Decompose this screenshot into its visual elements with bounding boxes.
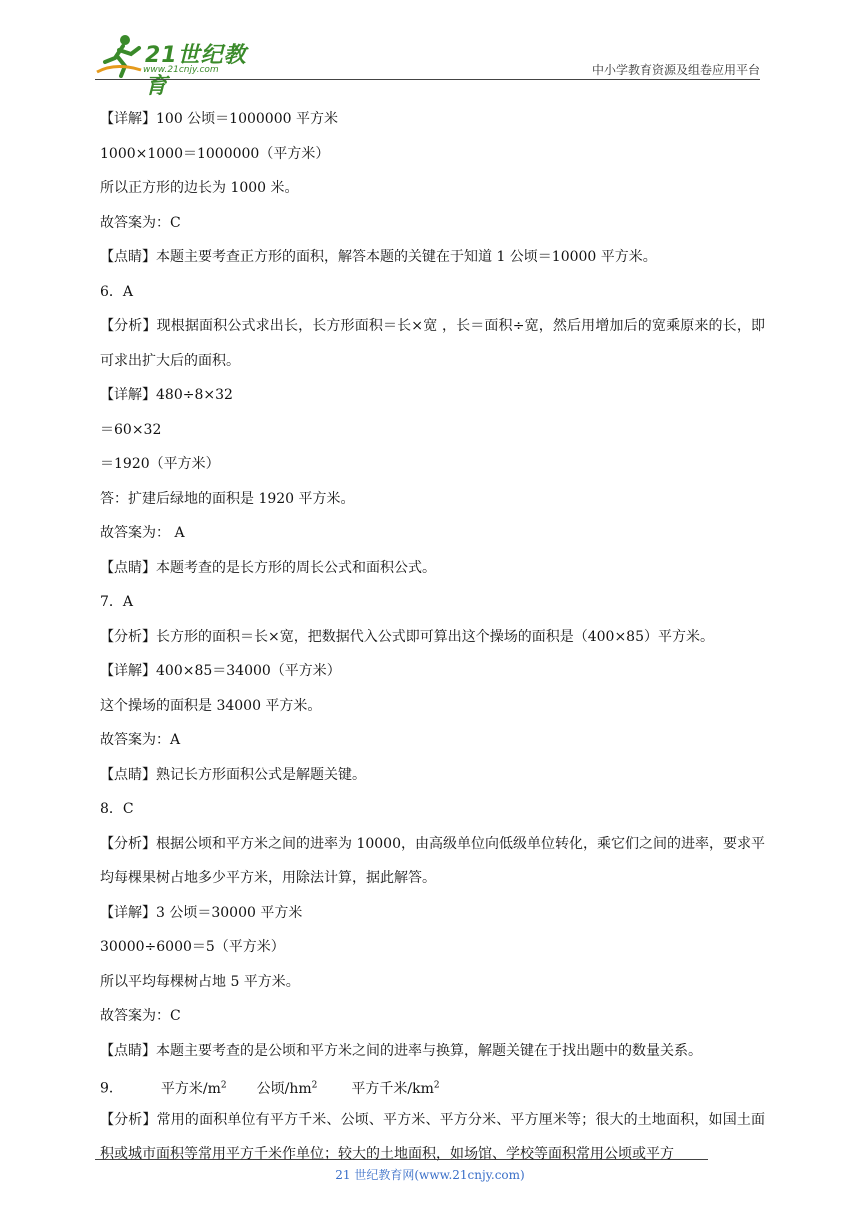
question-number: 6．A	[100, 283, 134, 300]
footer-divider	[95, 1159, 708, 1160]
text-line: ＝1920（平方米）	[100, 456, 220, 472]
text-line: 1000×1000＝1000000（平方米）	[100, 145, 330, 162]
text-line: 故答案为：C	[100, 214, 181, 231]
logo-text: 21世纪教育	[145, 43, 247, 99]
answer-1: 平方米$/m^2$	[160, 1080, 227, 1097]
text-line: 【分析】长方形的面积＝长×宽，把数据代入公式即可算出这个操场的面积是（400×85）平方米。	[100, 628, 714, 645]
text-line: 【详解】3 公顷＝30000 平方米	[100, 904, 303, 921]
answer-content	[100, 102, 765, 1172]
page-header	[95, 30, 760, 99]
text-line: 这个操场的面积是 34000 平方米。	[100, 697, 322, 714]
text-line: 【详解】400×85＝34000（平方米）	[100, 663, 341, 679]
logo-url: www.21cnjy.com	[143, 65, 219, 75]
text-line: 30000÷6000＝5（平方米）	[100, 939, 285, 955]
header-divider	[95, 79, 760, 80]
analysis-paragraph: 【分析】常用的面积单位有平方千米、公顷、平方米、平方分米、平方厘米等；很大的土地面积，如国土面积或城市面积等常用平方千米作单位；较大的土地面积，如场馆、学校等面积常用公顷或平方	[100, 1111, 765, 1162]
text-line: 【点睛】本题主要考查正方形的面积，解答本题的关键在于知道 1 公顷＝10000 平方米。	[100, 249, 657, 265]
text-line: 【点睛】本题考查的是长方形的周长公式和面积公式。	[100, 559, 436, 576]
question-9-answers	[100, 1068, 765, 1103]
question-number: 7．A	[100, 594, 134, 610]
text-line: 【点睛】熟记长方形面积公式是解题关键。	[100, 766, 366, 783]
question-number: 8．C	[100, 801, 134, 817]
platform-name: 中小学教育资源及组卷应用平台	[591, 63, 760, 77]
text-line: 故答案为： A	[100, 525, 185, 541]
answer-3: 平方千米$/km^2$	[351, 1080, 440, 1097]
text-line: 故答案为：A	[100, 732, 181, 748]
runner-logo-icon	[95, 32, 145, 78]
footer-text: 21 世纪教育网(www.21cnjy.com)	[335, 1168, 525, 1182]
analysis-paragraph: 【分析】现根据面积公式求出长，长方形面积＝长×宽 ，长＝面积÷宽，然后用增加后的宽乘原来的长，即可求出扩大后的面积。	[100, 318, 765, 369]
text-line: ＝60×32	[100, 421, 162, 438]
analysis-paragraph: 【分析】根据公顷和平方米之间的进率为 10000，由高级单位向低级单位转化，乘它们之间的进率，要求平均每棵果树占地多少平方米，用除法计算，据此解答。	[100, 835, 765, 886]
text-line: 所以平均每棵树占地 5 平方米。	[100, 973, 300, 990]
question-number: 9．	[100, 1080, 123, 1097]
text-line: 故答案为：C	[100, 1008, 181, 1024]
text-line: 【点睛】本题主要考查的是公顷和平方米之间的进率与换算，解题关键在于找出题中的数量关系。	[100, 1042, 702, 1059]
answer-2: 公顷$/hm^2$	[256, 1080, 318, 1097]
text-line: 答：扩建后绿地的面积是 1920 平方米。	[100, 490, 355, 507]
text-line: 所以正方形的边长为 1000 米。	[100, 180, 299, 196]
site-logo	[95, 32, 265, 99]
text-line: 【详解】100 公顷＝1000000 平方米	[100, 111, 338, 127]
text-line: 【详解】480÷8×32	[100, 387, 233, 403]
